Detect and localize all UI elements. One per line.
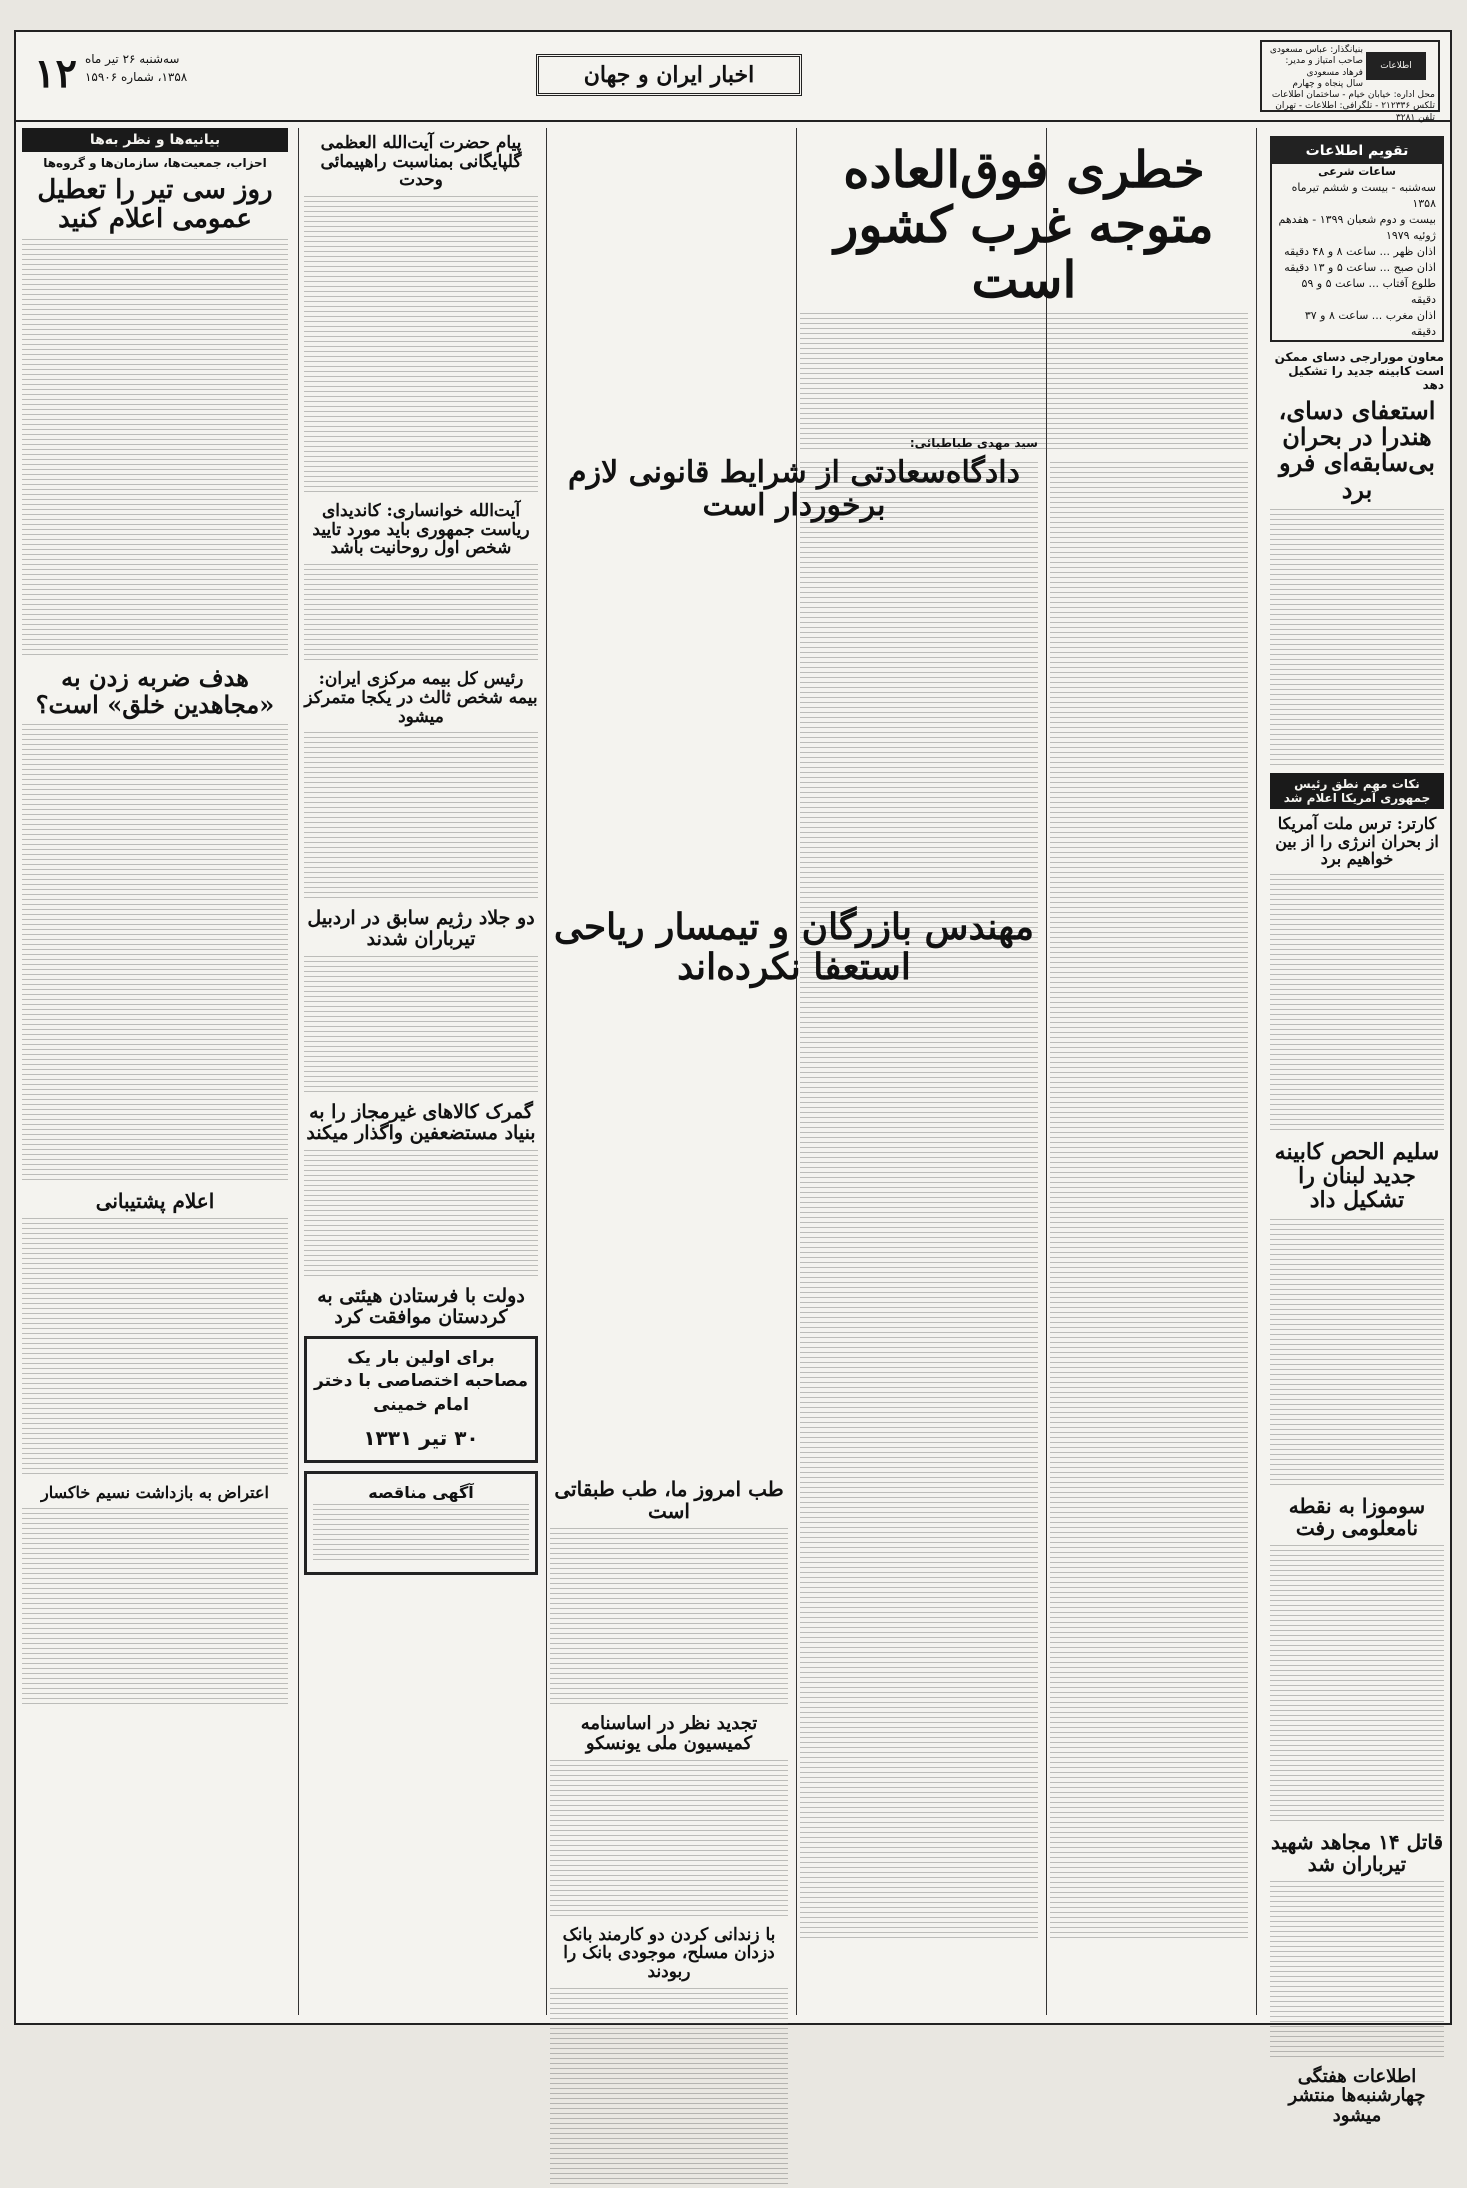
calendar-box: [1270, 136, 1444, 342]
main-headline: خطری فوق‌العاده متوجه غرب کشور است: [834, 140, 1214, 309]
interview-title: برای اولین بار یک مصاحبه اختصاصی با دختر امام خمینی: [314, 1347, 528, 1416]
bazargan-block: [544, 902, 1044, 1052]
statements-subtitle: احزاب، جمعیت‌ها، سازمان‌ها و گروه‌ها: [43, 156, 267, 170]
statements-kicker: بیانیه‌ها و نظر به‌ها: [22, 128, 288, 152]
calendar-title: تقویم اطلاعات: [1272, 138, 1442, 164]
publisher-line: محل اداره: خیابان خیام - ساختمان اطلاعات: [1271, 90, 1435, 100]
newspaper-page: [14, 30, 1452, 2127]
court-byline: سید مهدی طباطبائی:: [909, 436, 1038, 450]
masthead: [16, 32, 1450, 122]
column-4-lower: [544, 1472, 794, 2015]
publisher-line: صاحب امتیاز و مدیر: فرهاد مسعودی: [1285, 56, 1363, 78]
section-title: اخبار ایران و جهان: [536, 54, 802, 96]
tender-title: آگهی مناقصه: [368, 1482, 474, 1502]
robbers-headline: با زندانی کردن دو کارمند بانک دزدان مسلح، موجودی بانک را ربودند: [562, 1924, 776, 1982]
calendar-subtitle: ساعات شرعی: [1318, 165, 1396, 179]
executioners-headline: دو جلاد رژیم سابق در اردبیل تیرباران شدند: [307, 907, 535, 951]
column-2: [1044, 462, 1254, 2015]
resign-kicker: معاون مورارجی دسای ممکن است کابینه جدید را تشکیل دهد: [1274, 349, 1444, 392]
publisher-line: تلفن ۳۲۸۱: [1395, 112, 1435, 123]
holiday-headline: روز سی تیر را تعطیل عمومی اعلام کنید: [37, 175, 273, 234]
carter-headline: کارتر: ترس ملت آمریکا از بحران انرژی را از بین خواهیم برد: [1275, 814, 1439, 869]
bazargan-headline: مهندس بازرگان و تیمسار ریاحی استعفا نکرده‌اند: [553, 906, 1035, 988]
carter-kicker: نکات مهم نطق رئیس جمهوری آمریکا اعلام شد: [1270, 773, 1444, 809]
publisher-line: سال پنجاه و چهارم: [1292, 78, 1363, 89]
court-headline: دادگاه‌سعادتی‌ از شرایط قانونی لازم برخوردار است: [568, 455, 1020, 523]
calendar-line: طلوع آفتاب ... ساعت ۵ و ۵۹ دقیقه: [1301, 276, 1436, 306]
publisher-line: بنیانگذار: عباس مسعودی: [1269, 45, 1363, 55]
support-headline: اعلام پشتیبانی: [95, 1188, 215, 1213]
weekly-headline: اطلاعات هفتگی چهارشنبه‌ها منتشر میشود: [1288, 2065, 1426, 2127]
interview-date: ۳۰ تیر ۱۳۳۱: [363, 1425, 479, 1450]
date-line: سه‌شنبه ۲۶ تیر ماه: [84, 52, 180, 66]
court-block: [544, 432, 1044, 582]
unesco-headline: تجدید نظر در اساسنامه کمیسیون ملی یونسکو: [580, 1713, 758, 1754]
page-info: [34, 50, 244, 97]
publisher-line: تلکس ۲۱۲۳۳۶ - تلگرافی: اطلاعات - تهران: [1275, 101, 1435, 112]
column-5: [298, 128, 544, 2015]
somoza-headline: سوموزا به نقطه نامعلومی رفت: [1288, 1493, 1426, 1540]
main-block: [794, 128, 1254, 458]
column-6: [16, 128, 294, 2015]
newspaper-logo: اطلاعات: [1366, 52, 1426, 80]
calendar-line: بیست و دوم شعبان ۱۳۹۹ - هفدهم ژوئیه ۱۹۷۹: [1278, 213, 1436, 243]
customs-headline: گمرک کالاهای غیرمجاز را به بنیاد مستضعفین واگذار میکند: [306, 1100, 536, 1144]
calendar-line: سه‌شنبه - بیست و ششم تیرماه ۱۳۵۸: [1291, 181, 1436, 211]
golpaygani-headline: پیام حضرت آیت‌الله العظمی گلپایگانی بمناسبت راهپیمائی وحدت: [320, 133, 522, 191]
insurance-headline: رئیس کل بیمه مرکزی ایران: بیمه شخص ثالث در یکجا متمرکز میشود: [304, 669, 538, 727]
killer-headline: قاتل ۱۴ مجاهد شهید تیرباران شد: [1270, 1829, 1444, 1876]
mojahedin-headline: هدف ضربه زدن به «مجاهدین خلق» است؟: [35, 663, 275, 719]
interview-ad: [304, 1336, 538, 1463]
column-3: [794, 462, 1044, 2015]
tender-ad: [304, 1471, 538, 1575]
resign-headline: استعفای دسای، هندرا در بحران بی‌سابقه‌ای فرو برد: [1278, 395, 1436, 504]
column-1: [1264, 128, 1450, 2127]
page-number: ۱۲: [34, 50, 77, 97]
calendar-line: اذان ظهر ... ساعت ۸ و ۴۸ دقیقه: [1284, 244, 1436, 258]
kurdistan-headline: دولت با فرستادن هیئتی به کردستان موافقت کرد: [317, 1284, 525, 1328]
calendar-line: اذان صبح ... ساعت ۵ و ۱۳ دقیقه: [1284, 260, 1436, 274]
protest-headline: اعتراض به بازداشت نسیم خاکسار: [41, 1482, 269, 1502]
salim-headline: سلیم الحص کابینه جدید لبنان را تشکیل داد: [1274, 1138, 1440, 1214]
issue-line: ۱۳۵۸، شماره ۱۵۹۰۶: [84, 70, 188, 84]
khansari-headline: آیت‌الله خوانساری: کاندیدای ریاست جمهوری باید مورد تایید شخص اول روحانیت باشد: [312, 501, 530, 559]
publisher-box: [1260, 40, 1440, 123]
calendar-line: اذان مغرب ... ساعت ۸ و ۳۷ دقیقه: [1304, 308, 1436, 338]
medicine-headline: طب امروز ما، طب طبقاتی است: [554, 1477, 784, 1523]
